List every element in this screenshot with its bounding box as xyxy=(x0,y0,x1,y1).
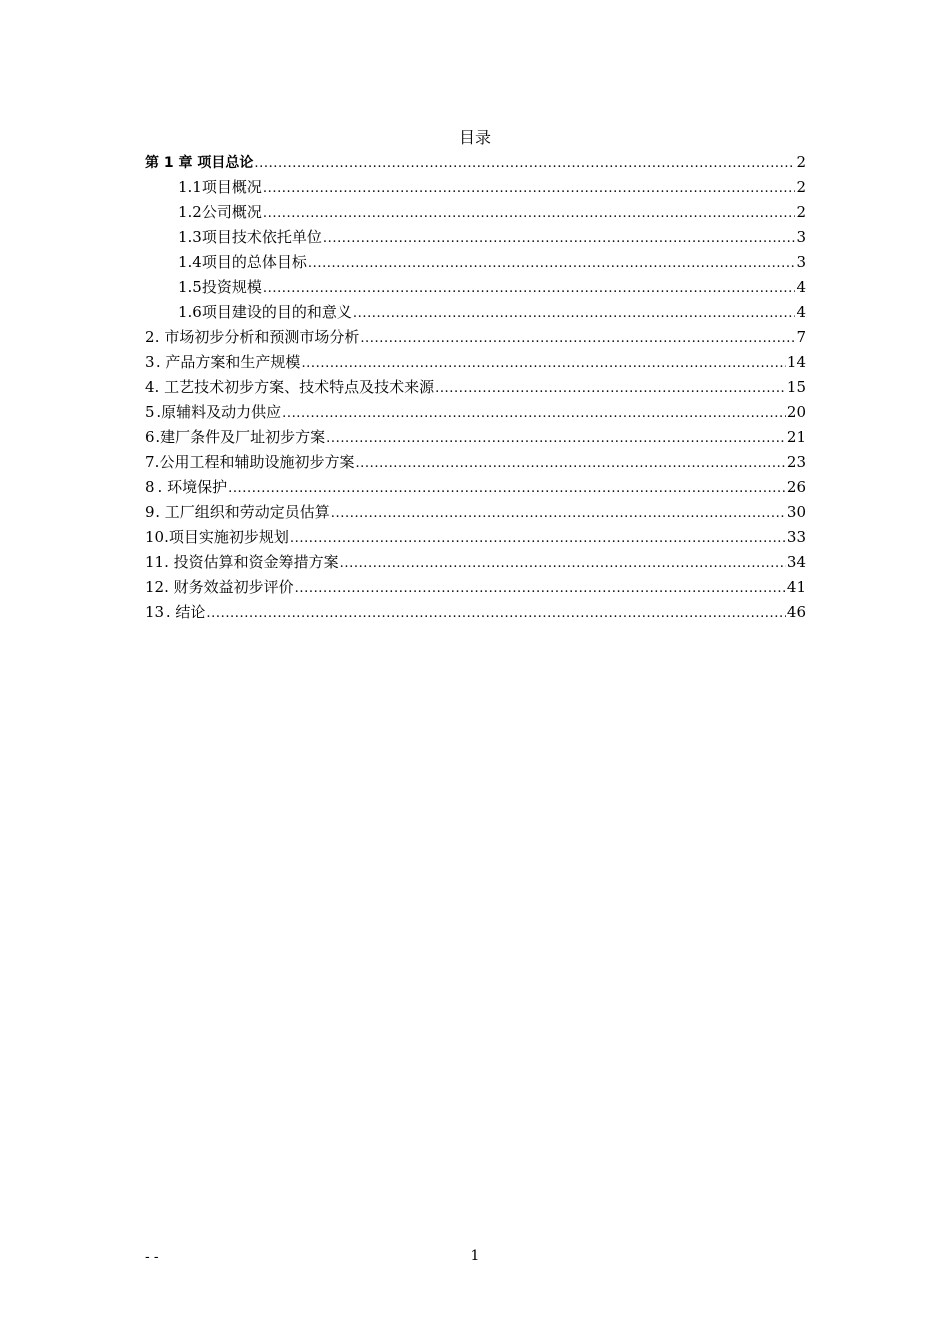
toc-dot-leader xyxy=(435,375,786,401)
toc-entry[interactable] xyxy=(145,200,806,225)
toc-dot-leader xyxy=(290,525,786,551)
toc-entry-page: 15 xyxy=(786,378,806,396)
toc-entry-title: 投资规模 xyxy=(201,278,262,296)
toc-entry-page: 3 xyxy=(796,228,806,246)
toc-entry-title: .原辅料及动力供应 xyxy=(156,403,282,421)
toc-entry[interactable] xyxy=(145,575,806,600)
toc-entry-page: 7 xyxy=(796,328,806,346)
toc-entry-number: 9 xyxy=(145,503,155,521)
toc-entry-number: 11 xyxy=(145,553,165,571)
toc-entry-title: . 工艺技术初步方案、技术特点及技术来源 xyxy=(154,378,435,396)
toc-dot-leader xyxy=(206,600,786,626)
toc-dot-leader xyxy=(263,275,796,301)
toc-dot-leader xyxy=(323,225,796,251)
table-of-contents xyxy=(145,150,806,625)
toc-entry-title: . 产品方案和生产规模 xyxy=(155,353,301,371)
toc-entry-title: 第 1 章 项目总论 xyxy=(145,155,254,171)
toc-dot-leader xyxy=(340,550,786,576)
toc-entry[interactable] xyxy=(145,325,806,350)
toc-entry-page: 33 xyxy=(786,528,806,546)
toc-entry[interactable] xyxy=(145,250,806,275)
toc-entry-page: 14 xyxy=(786,353,806,371)
toc-entry[interactable] xyxy=(145,350,806,375)
toc-entry-number: 7 xyxy=(145,453,155,471)
toc-entry[interactable] xyxy=(145,300,806,325)
toc-entry-number: 4 xyxy=(145,378,155,396)
toc-entry-title: . 市场初步分析和预测市场分析 xyxy=(154,328,360,346)
footer-page-number: 1 xyxy=(470,1248,480,1264)
toc-entry-number: 3 xyxy=(145,353,155,371)
toc-dot-leader xyxy=(228,475,786,501)
toc-entry-number: 2 xyxy=(145,328,155,346)
toc-entry-page: 26 xyxy=(786,478,806,496)
toc-entry-title: . 工厂组织和劳动定员估算 xyxy=(155,503,330,521)
toc-entry-page: 3 xyxy=(796,253,806,271)
toc-entry-page: 21 xyxy=(786,428,806,446)
toc-entry-page: 2 xyxy=(796,153,806,171)
toc-entry-page: 20 xyxy=(786,403,806,421)
toc-entry[interactable] xyxy=(145,450,806,475)
toc-entry-title: .公用工程和辅助设施初步方案 xyxy=(154,453,355,471)
toc-entry-number: 1.2 xyxy=(178,203,202,221)
toc-entry[interactable] xyxy=(145,425,806,450)
toc-entry[interactable] xyxy=(145,375,806,400)
toc-entry[interactable] xyxy=(145,225,806,250)
toc-entry-number: 1.5 xyxy=(178,278,202,296)
toc-entry-number: 8 xyxy=(145,478,155,496)
toc-entry-title: .建厂条件及厂址初步方案 xyxy=(155,428,326,446)
toc-dot-leader xyxy=(331,500,786,526)
toc-entry-page: 46 xyxy=(786,603,806,621)
toc-dot-leader xyxy=(263,175,796,201)
toc-dot-leader xyxy=(254,150,795,176)
toc-entry[interactable] xyxy=(145,525,806,550)
toc-entry-page: 4 xyxy=(796,303,806,321)
toc-entry-number: 1.4 xyxy=(178,253,202,271)
toc-entry[interactable] xyxy=(145,175,806,200)
toc-entry-number: 1.1 xyxy=(178,178,202,196)
toc-entry-title: 项目的总体目标 xyxy=(201,253,307,271)
toc-dot-leader xyxy=(355,450,785,476)
toc-entry-page: 34 xyxy=(786,553,806,571)
toc-entry[interactable] xyxy=(145,550,806,575)
toc-entry-page: 4 xyxy=(796,278,806,296)
toc-title: 目录 xyxy=(458,128,491,147)
toc-entry-number: 5 xyxy=(145,403,155,421)
toc-entry-number: 1.3 xyxy=(178,228,202,246)
toc-dot-leader xyxy=(301,350,785,376)
toc-entry-page: 2 xyxy=(796,178,806,196)
toc-entry[interactable] xyxy=(145,475,806,500)
toc-entry-title: 项目技术依托单位 xyxy=(201,228,322,246)
toc-entry-number: 6 xyxy=(145,428,155,446)
toc-entry-number: 10 xyxy=(145,528,165,546)
toc-entry-title: 项目概况 xyxy=(201,178,262,196)
toc-entry[interactable] xyxy=(145,600,806,625)
footer-marker: - - xyxy=(145,1250,159,1265)
toc-entry-title: 公司概况 xyxy=(201,203,262,221)
toc-dot-leader xyxy=(295,575,786,601)
toc-entry-number: 1.6 xyxy=(178,303,202,321)
toc-entry-page: 2 xyxy=(796,203,806,221)
toc-entry-page: 23 xyxy=(786,453,806,471)
toc-entry[interactable] xyxy=(145,500,806,525)
toc-entry-title: . 结论 xyxy=(165,603,206,621)
toc-entry[interactable] xyxy=(145,275,806,300)
toc-dot-leader xyxy=(263,200,796,226)
toc-dot-leader xyxy=(353,300,796,326)
toc-entry-title: . 投资估算和资金筹措方案 xyxy=(164,553,339,571)
toc-entry-number: 12 xyxy=(145,578,165,596)
toc-entry-title: .项目实施初步规划 xyxy=(164,528,289,546)
toc-entry-title: . 财务效益初步评价 xyxy=(164,578,294,596)
toc-entry-title: . 环境保护 xyxy=(157,478,228,496)
toc-dot-leader xyxy=(326,425,786,451)
toc-dot-leader xyxy=(282,400,786,426)
toc-entry[interactable] xyxy=(145,150,806,175)
toc-dot-leader xyxy=(360,325,795,351)
toc-entry-page: 41 xyxy=(786,578,806,596)
toc-entry-title: 项目建设的目的和意义 xyxy=(201,303,352,321)
toc-dot-leader xyxy=(308,250,796,276)
toc-entry-number: 13 xyxy=(145,603,165,621)
toc-entry[interactable] xyxy=(145,400,806,425)
toc-entry-page: 30 xyxy=(786,503,806,521)
